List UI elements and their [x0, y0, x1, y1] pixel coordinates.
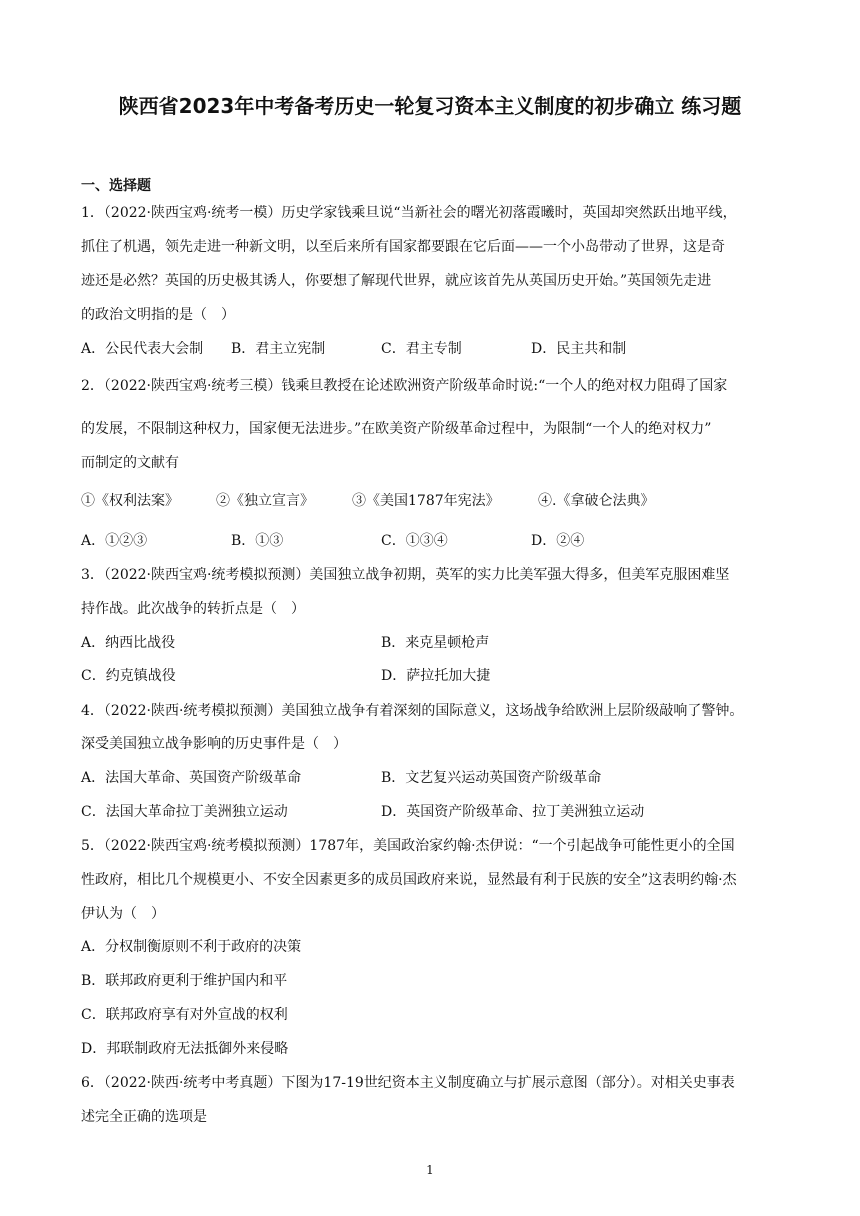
- page-number: 1: [426, 1163, 434, 1177]
- q3-line-1: 3．（2022·陕西宝鸡·统考模拟预测）美国独立战争初期，英军的实力比美军强大得多，但美军克服困难坚: [81, 567, 730, 583]
- q1-line-4: 的政治文明指的是（ ）: [81, 307, 235, 323]
- q5-line-3: 伊认为（ ）: [81, 906, 165, 922]
- q2-option-d[interactable]: D．②④: [531, 533, 585, 549]
- q4-option-b[interactable]: B．文艺复兴运动英国资产阶级革命: [381, 770, 602, 786]
- q1-option-d[interactable]: D．民主共和制: [531, 341, 627, 357]
- q1-option-c[interactable]: C．君主专制: [381, 341, 462, 357]
- q4-line-2: 深受美国独立战争影响的历史事件是（ ）: [81, 736, 347, 752]
- q4-line-1: 4．（2022·陕西·统考模拟预测）美国独立战争有着深刻的国际意义，这场战争给欧洲上层阶级敲响了警钟。: [81, 703, 744, 719]
- q4-option-a[interactable]: A．法国大革命、英国资产阶级革命: [81, 770, 302, 786]
- q2-option-c[interactable]: C．①③④: [381, 533, 448, 549]
- q1-option-a[interactable]: A．公民代表大会制: [81, 341, 204, 357]
- section-heading: 一、选择题: [81, 178, 151, 194]
- q3-option-a[interactable]: A．纳西比战役: [81, 635, 176, 651]
- q5-line-2: 性政府，相比几个规模更小、不安全因素更多的成员国政府来说，显然最有利于民族的安全”这表明约翰·杰: [81, 872, 737, 888]
- q1-line-3: 迹还是必然？英国的历史极其诱人，你要想了解现代世界，就应该首先从英国历史开始。”英国领先走进: [81, 273, 712, 289]
- q2-line-1: 2．（2022·陕西宝鸡·统考三模）钱乘旦教授在论述欧洲资产阶级革命时说:“一个人的绝对权力阻碍了国家: [81, 378, 728, 394]
- q4-option-c[interactable]: C．法国大革命拉丁美洲独立运动: [81, 804, 288, 820]
- q1-line-2: 抓住了机遇，领先走进一种新文明，以至后来所有国家都要跟在它后面——一个小岛带动了世界，这是奇: [81, 239, 725, 255]
- q2-line-2: 的发展，不限制这种权力，国家便无法进步。”在欧美资产阶级革命过程中，为限制“一个人的绝对权力”: [81, 421, 712, 437]
- q3-option-c[interactable]: C．约克镇战役: [81, 668, 176, 684]
- q6-line-2: 述完全正确的选项是: [81, 1109, 207, 1125]
- q2-item-3: ③《美国1787年宪法》: [352, 493, 500, 509]
- q5-option-d[interactable]: D．邦联制政府无法抵御外来侵略: [81, 1041, 289, 1057]
- q2-option-a[interactable]: A．①②③: [81, 533, 148, 549]
- q5-option-c[interactable]: C．联邦政府享有对外宣战的权利: [81, 1007, 288, 1023]
- q2-item-1: ①《权利法案》: [81, 493, 179, 509]
- q2-item-4: ④.《拿破仑法典》: [538, 493, 655, 509]
- q3-option-d[interactable]: D．萨拉托加大捷: [381, 668, 491, 684]
- q2-option-b[interactable]: B．①③: [231, 533, 284, 549]
- page-title: 陕西省2023年中考备考历史一轮复习资本主义制度的初步确立 练习题: [118, 94, 742, 118]
- q5-option-a[interactable]: A．分权制衡原则不利于政府的决策: [81, 939, 302, 955]
- q5-line-1: 5．（2022·陕西宝鸡·统考模拟预测）1787年，美国政治家约翰·杰伊说：“一个引起战争可能性更小的全国: [81, 838, 735, 854]
- q3-line-2: 持作战。此次战争的转折点是（ ）: [81, 601, 305, 617]
- q4-option-d[interactable]: D．英国资产阶级革命、拉丁美洲独立运动: [381, 804, 645, 820]
- q2-line-3: 而制定的文献有: [81, 455, 179, 471]
- q5-option-b[interactable]: B．联邦政府更利于维护国内和平: [81, 973, 288, 989]
- q1-line-1: 1．（2022·陕西宝鸡·统考一模）历史学家钱乘旦说“当新社会的曙光初落霞曦时，英国却突然跃出地平线，: [81, 205, 737, 221]
- q1-option-b[interactable]: B．君主立宪制: [231, 341, 326, 357]
- q6-line-1: 6．（2022·陕西·统考中考真题）下图为17-19世纪资本主义制度确立与扩展示意图（部分）。对相关史事表: [81, 1075, 735, 1091]
- q3-option-b[interactable]: B．来克星顿枪声: [381, 635, 490, 651]
- q2-item-2: ②《独立宣言》: [216, 493, 314, 509]
